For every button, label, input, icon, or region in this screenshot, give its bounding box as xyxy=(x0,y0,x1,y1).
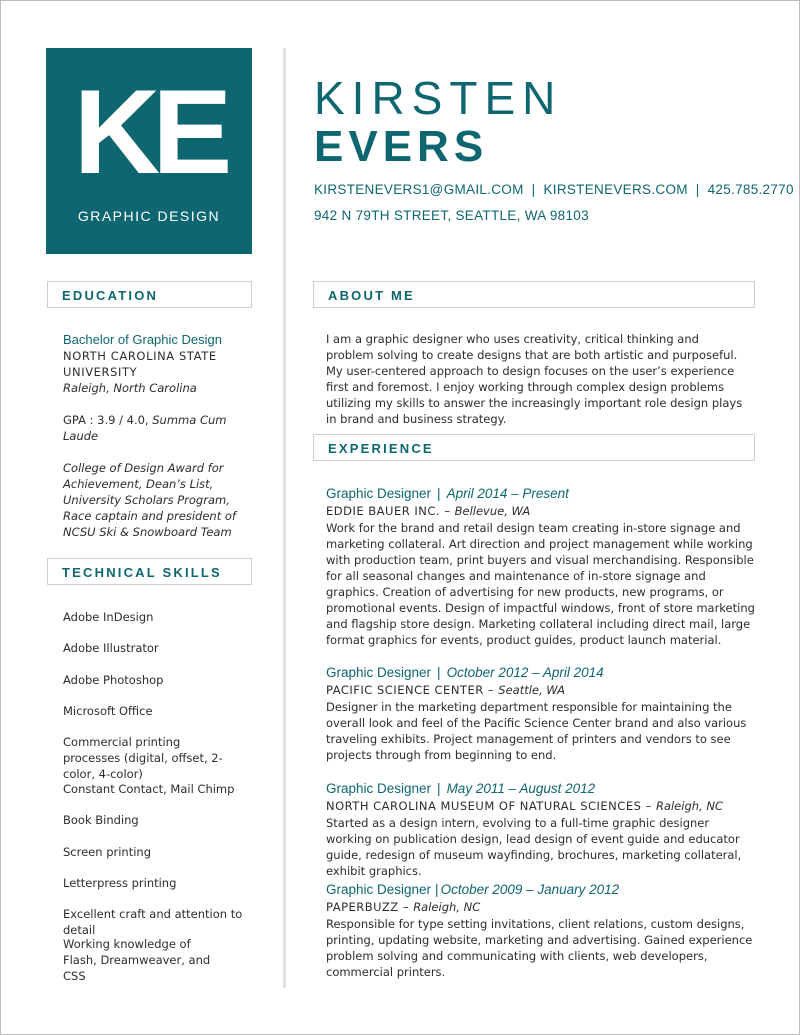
contact-separator: | xyxy=(695,182,700,197)
logo-subtitle: GRAPHIC DESIGN xyxy=(77,208,221,224)
experience-item: Graphic Designer | October 2012 – April 2014 PACIFIC SCIENCE CENTER – Seattle, WA Designer in the marketing department responsible for maintaining the overall look and feel of the Pacific Science Center brand and also various traveling exhibits. Project management of printers and vendors to see projects through from beginning to end. xyxy=(326,664,756,763)
job-title: Graphic Designer xyxy=(326,882,432,897)
company-location: Bellevue, WA xyxy=(454,504,531,518)
phone-number[interactable]: 425.785.2770 xyxy=(707,182,794,197)
technical-skills-header xyxy=(47,558,252,585)
title-separator: | xyxy=(437,665,441,680)
first-name: KIRSTEN xyxy=(314,72,563,124)
about-me-heading: ABOUT ME xyxy=(328,288,415,303)
gpa xyxy=(63,412,263,444)
skill-item: Constant Contact, Mail Chimp xyxy=(63,782,235,796)
experience-item: Graphic Designer | October 2009 – January 2012 PAPERBUZZ – Raleigh, NC Responsible for type setting invitations, client relations, custom designs, printing, updating website, marketing and advertising. Gained experience problem solving and communicating with clients, web developers, commercial printers. xyxy=(326,881,756,980)
job-dates: May 2011 – August 2012 xyxy=(446,781,596,796)
logo-block xyxy=(46,48,252,254)
awards: College of Design Award for Achievement, Dean’s List, University Scholars Program, Race captain and president of NCSU Ski & Snowboard Team xyxy=(63,461,236,539)
email-link[interactable]: KIRSTENEVERS1@GMAIL.COM xyxy=(314,182,524,197)
column-divider xyxy=(283,48,286,988)
gpa-honor: Summa Cum Laude xyxy=(63,413,227,443)
company-location: Seattle, WA xyxy=(498,683,565,697)
job-title: Graphic Designer xyxy=(326,665,432,680)
experience-item: Graphic Designer | May 2011 – August 2012 NORTH CAROLINA MUSEUM OF NATURAL SCIENCES – Raleigh, NC Started as a design intern, evolving to a full-time graphic designer working on publication design, lead design of event guide and educator guide, redesign of museum wayfinding, brochures, marketing collateral, exhibit graphics. xyxy=(326,780,756,879)
education-heading: EDUCATION xyxy=(62,288,159,303)
job-description: Responsible for type setting invitations, client relations, custom designs, printing, updating website, marketing and advertising. Gained experience problem solving and communicating with clients, web developers, commercial printers. xyxy=(326,917,753,979)
company-name: PAPERBUZZ xyxy=(326,900,399,914)
website-link[interactable]: KIRSTENEVERS.COM xyxy=(543,182,688,197)
job-title: Graphic Designer xyxy=(326,486,432,501)
logo-monogram: KE xyxy=(73,65,225,199)
contact-line xyxy=(314,182,794,197)
skill-item: Adobe InDesign xyxy=(63,610,154,624)
title-separator: | xyxy=(437,781,441,796)
gpa-value: GPA : 3.9 / 4.0, xyxy=(63,413,153,427)
company-name: EDDIE BAUER INC. xyxy=(326,504,441,518)
job-description: Started as a design intern, evolving to a full-time graphic designer working on publication design, lead design of event guide and educator guide, redesign of museum wayfinding, brochures, marketing collateral, exhibit graphics. xyxy=(326,816,742,878)
skill-item: Working knowledge of Flash, Dreamweaver, and CSS xyxy=(63,937,211,983)
skill-item: Adobe Illustrator xyxy=(63,641,159,655)
skill-item: Excellent craft and attention to detail xyxy=(63,907,243,937)
school-location: Raleigh, North Carolina xyxy=(63,381,197,395)
technical-skills-heading: TECHNICAL SKILLS xyxy=(62,565,222,580)
skill-item: Microsoft Office xyxy=(63,704,153,718)
skill-item: Screen printing xyxy=(63,845,151,859)
school-name: NORTH CAROLINA STATE UNIVERSITY xyxy=(63,349,217,379)
about-me-header xyxy=(313,281,755,308)
job-dates: April 2014 – Present xyxy=(446,486,569,501)
title-separator: | xyxy=(437,486,441,501)
job-dates: October 2009 – January 2012 xyxy=(440,882,620,897)
experience-heading: EXPERIENCE xyxy=(328,441,434,456)
about-me-text: I am a graphic designer who uses creativity, critical thinking and problem solving to create designs that are both artistic and purposeful. My user-centered approach to design focuses on the user’s experience first and foremost. I enjoy working through complex design problems utilizing my skills to answer the increasingly important role design plays in brand and business strategy. xyxy=(326,332,743,426)
skill-item: Commercial printing processes (digital, offset, 2-color, 4-color) xyxy=(63,735,223,781)
experience-item: Graphic Designer | April 2014 – Present EDDIE BAUER INC. – Bellevue, WA Work for the brand and retail design team creating in-store signage and marketing collateral. Art direction and project management while working with production team, print buyers and visual merchandising. Responsible for all seasonal changes and maintenance of in-store signage and graphics. Creation of advertising for new products, new programs, or promotional events. Design of impactful windows, front of store marketing and flagship store design. Marketing collateral including direct mail, large format graphics for events, product guides, product launch material. xyxy=(326,486,755,647)
company-name: PACIFIC SCIENCE CENTER xyxy=(326,683,484,697)
job-description: Designer in the marketing department responsible for maintaining the overall look and feel of the Pacific Science Center brand and also various traveling exhibits. Project management of printers and vendors to see projects through from beginning to end. xyxy=(326,700,747,762)
contact-separator: | xyxy=(531,182,536,197)
skill-item: Adobe Photoshop xyxy=(63,673,164,687)
degree: Bachelor of Graphic Design xyxy=(63,332,222,347)
skill-item: Book Binding xyxy=(63,813,139,827)
job-description: Work for the brand and retail design team creating in-store signage and marketing collateral. Art direction and project management while working with production team, print buyers and visual merchandising. Responsible for all seasonal changes and maintenance of in-store signage and graphics. Creation of advertising for new products, new programs, or promotional events. Design of impactful windows, front of store marketing and flagship store design. Marketing collateral including direct mail, large format graphics for events, product guides, product launch material. xyxy=(326,521,755,647)
company-location: Raleigh, NC xyxy=(413,900,481,914)
job-dates: October 2012 – April 2014 xyxy=(446,665,604,680)
experience-header xyxy=(313,434,755,461)
company-location: Raleigh, NC xyxy=(655,799,723,813)
last-name: EVERS xyxy=(314,122,489,171)
title-separator: | xyxy=(435,882,439,897)
company-name: NORTH CAROLINA MUSEUM OF NATURAL SCIENCES xyxy=(326,799,642,813)
education-header xyxy=(47,281,252,308)
education-section xyxy=(63,332,263,540)
skill-item: Letterpress printing xyxy=(63,876,177,890)
job-title: Graphic Designer xyxy=(326,781,432,796)
address: 942 N 79TH STREET, SEATTLE, WA 98103 xyxy=(314,208,589,223)
